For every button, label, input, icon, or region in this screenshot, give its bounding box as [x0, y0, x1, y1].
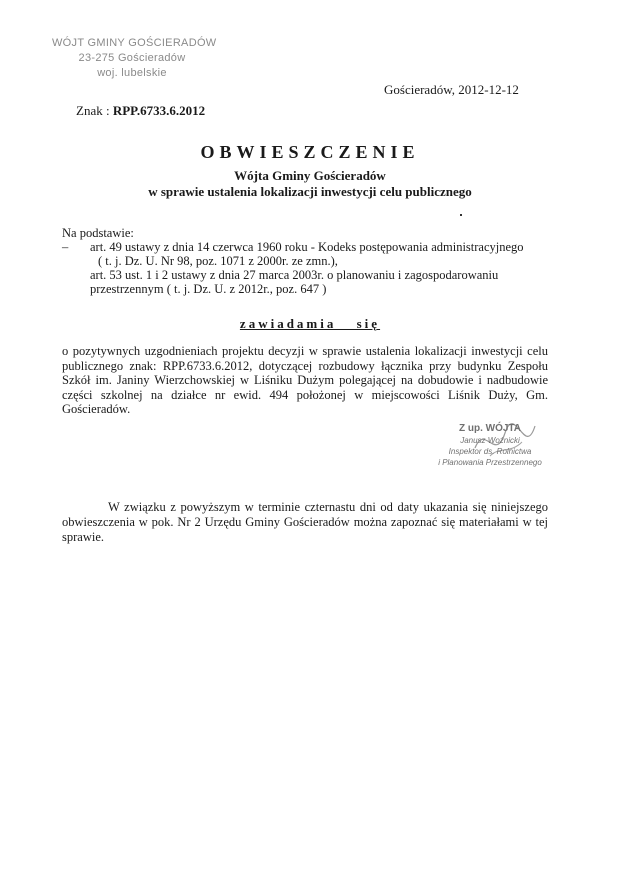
- legal-basis-item: [62, 268, 566, 296]
- signature-name: Janusz Woźnicki: [460, 436, 520, 445]
- reference-label: Znak :: [76, 103, 110, 118]
- notice-paragraph: o pozytywnych uzgodnieniach projektu decyzji w sprawie ustalenia lokalizacji inwestycji celu publicznego znak: RPP.6733.6.2012, dotyczącej rozbudowy łącznika przy budynku Zespołu Szkół im. Janiny Wierzchowskiej w Liśniku Dużym polegającej na dobudowie i nadbudowie części szkolnej na działce nr ewid. 494 położonej w miejscowości Liśnik Duży, Gm. Gościeradów.: [62, 344, 548, 416]
- announcement-heading: zawiadamia się: [239, 316, 381, 331]
- closing-paragraph: W związku z powyższym w terminie czternastu dni od daty ukazania się niniejszego obwieszczenia w pok. Nr 2 Urzędu Gminy Gościeradów można zapoznać się materiałami w tej sprawie.: [62, 500, 548, 544]
- signature-position: Inspektor ds. Rolnictwa: [448, 447, 532, 456]
- office-stamp: [52, 36, 217, 81]
- subtitle-issuer: Wójta Gminy Gościeradów: [234, 168, 386, 183]
- stamp-line-region: woj. lubelskie: [97, 67, 167, 79]
- legal-basis-intro: Na podstawie:: [62, 226, 134, 240]
- legal-basis-item: [62, 240, 566, 268]
- list-dash: –: [62, 240, 69, 254]
- stray-mark: [460, 214, 462, 216]
- legal-basis-text: art. 53 ust. 1 i 2 ustawy z dnia 27 marca 2003r. o planowaniu i zagospodarowaniu: [90, 268, 499, 282]
- subtitle-subject: w sprawie ustalenia lokalizacji inwestycji celu publicznego: [148, 184, 472, 199]
- stamp-line-office: WÓJT GMINY GOŚCIERADÓW: [52, 37, 217, 49]
- stamp-line-address: 23-275 Gościeradów: [78, 52, 186, 64]
- signature-authority: Z up. WÓJTA: [458, 423, 522, 434]
- reference-number: [76, 103, 205, 119]
- legal-basis-citation: przestrzennym ( t. j. Dz. U. z 2012r., poz. 647 ): [90, 282, 327, 296]
- reference-value: RPP.6733.6.2012: [112, 103, 206, 118]
- document-title: OBWIESZCZENIE: [200, 142, 420, 162]
- legal-basis-text: art. 49 ustawy z dnia 14 czerwca 1960 roku - Kodeks postępowania administracyjnego: [90, 240, 524, 254]
- signature-department: i Planowania Przestrzennego: [438, 458, 542, 467]
- place-and-date: Gościeradów, 2012-12-12: [384, 82, 519, 97]
- legal-basis: [62, 226, 566, 296]
- legal-basis-citation: ( t. j. Dz. U. Nr 98, poz. 1071 z 2000r. ze zmn.),: [98, 254, 338, 268]
- signature-block: [430, 422, 550, 468]
- document-subtitle: [0, 168, 620, 200]
